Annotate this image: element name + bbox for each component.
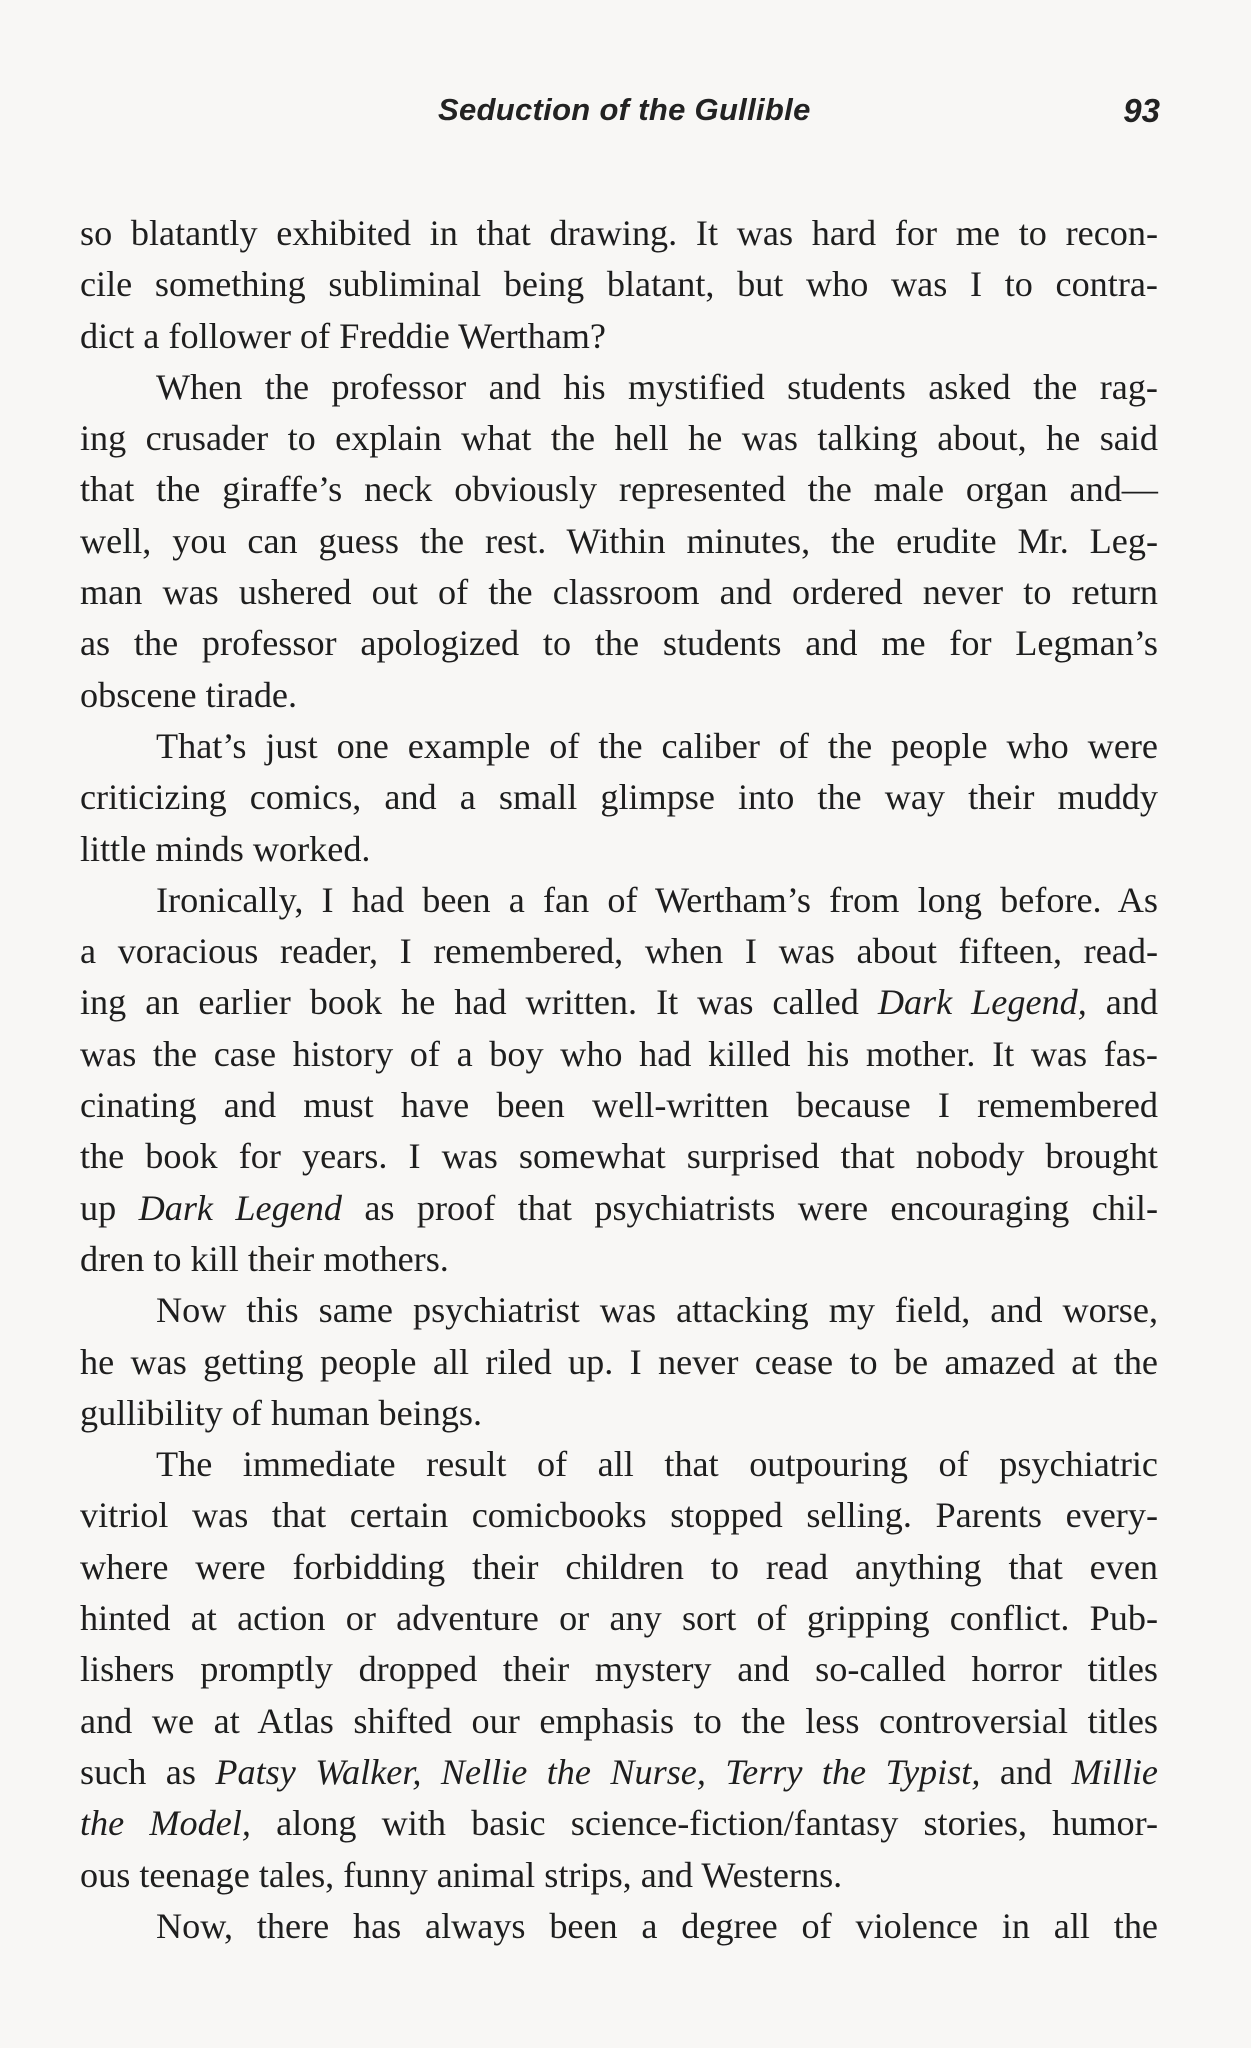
text-line: ing crusader to explain what the hell he was talking about, he said: [80, 418, 1158, 459]
comic-title-millie-cont: the Model,: [80, 1803, 251, 1844]
text-line: as the professor apologized to the students and me for Legman’s: [80, 623, 1158, 664]
text-line: lishers promptly dropped their mystery and so-called horror titles: [80, 1649, 1158, 1690]
text-line: Now, there has always been a degree of violence in all the: [156, 1905, 1158, 1946]
running-header: [80, 92, 1160, 142]
text-run: ing an earlier book he had written. It was called: [80, 982, 878, 1023]
paragraph: [80, 875, 1158, 1285]
text-line: and we at Atlas shifted our emphasis to the less controversial titles: [80, 1700, 1158, 1741]
running-title: Seduction of the Gullible: [438, 92, 811, 127]
text-line: When the professor and his mystified students asked the rag-: [156, 366, 1158, 407]
text-line: well, you can guess the rest. Within minutes, the erudite Mr. Leg-: [80, 520, 1158, 561]
text-line: vitriol was that certain comicbooks stopped selling. Parents every-: [80, 1495, 1158, 1536]
paragraph: [80, 1285, 1158, 1439]
paragraph: [80, 1901, 1158, 1952]
text-line: gullibility of human beings.: [80, 1392, 483, 1433]
paragraph: [80, 362, 1158, 721]
paragraph: [80, 721, 1158, 875]
text-line: cinating and must have been well-written because I remembered: [80, 1085, 1158, 1126]
text-line: little minds worked.: [80, 828, 371, 869]
comic-title-millie: Millie: [1071, 1751, 1158, 1792]
book-title-dark-legend: Dark Legend: [138, 1187, 342, 1228]
text-run: as proof that psychiatrists were encouraging chil-: [341, 1187, 1159, 1228]
paragraph: [80, 208, 1158, 362]
text-line: hinted at action or adventure or any sort of gripping conflict. Pub-: [80, 1598, 1158, 1639]
text-line: That’s just one example of the caliber of the people who were: [156, 725, 1158, 766]
text-line: obscene tirade.: [80, 674, 298, 715]
text-line: a voracious reader, I remembered, when I was about fifteen, read-: [80, 931, 1158, 972]
text-line: [80, 1183, 1158, 1234]
text-line: dren to kill their mothers.: [80, 1238, 449, 1279]
text-line: was the case history of a boy who had killed his mother. It was fas-: [80, 1033, 1158, 1074]
text-line: he was getting people all riled up. I never cease to be amazed at the: [80, 1341, 1158, 1382]
text-line: [80, 977, 1158, 1028]
text-line: the book for years. I was somewhat surprised that nobody brought: [80, 1136, 1158, 1177]
text-run: such as: [80, 1751, 216, 1792]
body-text: [80, 208, 1158, 1952]
text-line: dict a follower of Freddie Wertham?: [80, 315, 606, 356]
text-line: [80, 1747, 1158, 1798]
text-line: criticizing comics, and a small glimpse into the way their muddy: [80, 777, 1158, 818]
text-line: ous teenage tales, funny animal strips, and Westerns.: [80, 1854, 843, 1895]
text-line: man was ushered out of the classroom and ordered never to return: [80, 572, 1158, 613]
text-line: [80, 1798, 1158, 1849]
book-title-dark-legend: Dark Legend,: [877, 982, 1087, 1023]
text-line: that the giraffe’s neck obviously represented the male organ and—: [80, 469, 1158, 510]
text-line: Now this same psychiatrist was attacking my field, and worse,: [156, 1290, 1158, 1331]
text-run: and: [980, 1751, 1072, 1792]
text-line: where were forbidding their children to read anything that even: [80, 1546, 1158, 1587]
text-run: up: [80, 1187, 139, 1228]
text-run: along with basic science-fiction/fantasy stories, humor-: [250, 1803, 1158, 1844]
text-line: The immediate result of all that outpouring of psychiatric: [156, 1444, 1158, 1485]
text-line: cile something subliminal being blatant, but who was I to contra-: [80, 264, 1158, 305]
comic-titles: Patsy Walker, Nellie the Nurse, Terry the Typist,: [215, 1751, 981, 1792]
text-line: so blatantly exhibited in that drawing. It was hard for me to recon-: [80, 213, 1158, 253]
text-run: and: [1086, 982, 1159, 1023]
paragraph: [80, 1439, 1158, 1901]
page-number: 93: [1123, 92, 1160, 129]
text-line: Ironically, I had been a fan of Wertham’s from long before. As: [156, 879, 1158, 920]
